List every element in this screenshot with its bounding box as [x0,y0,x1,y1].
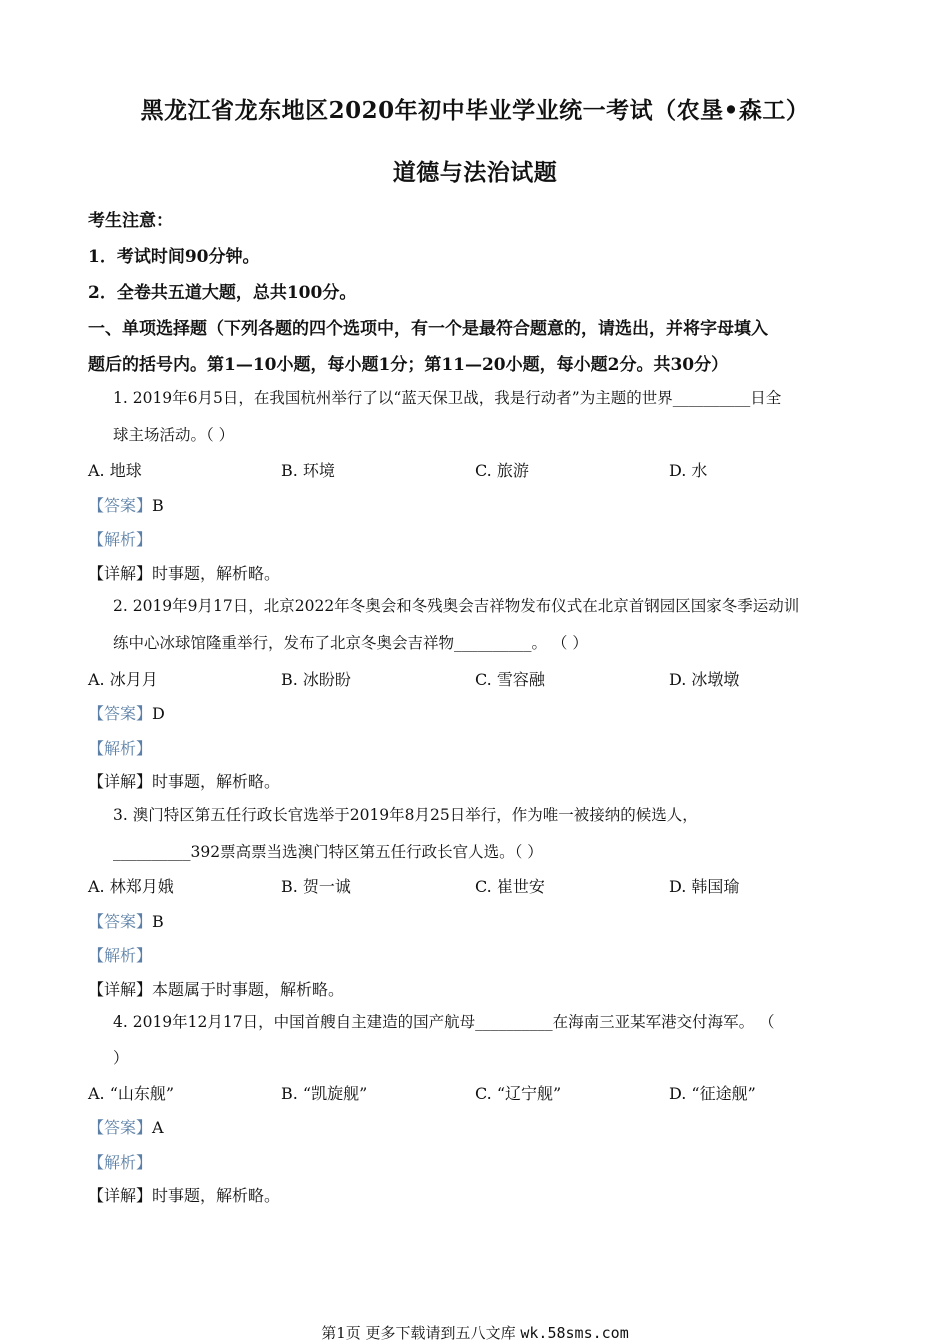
detail-text: 本题属于时事题，解析略。 [152,980,345,999]
question-2-analysis-tag: 【解析】 [88,739,153,758]
detail-tag: 【详解】 [88,980,153,999]
question-4-option-a: A. “山东舰” [88,1084,175,1103]
question-4-option-b: B. “凯旋舰” [281,1084,368,1103]
question-1-answer [88,493,164,516]
question-2-detail [88,769,280,792]
question-4-line-2: ） [113,1049,129,1067]
question-1-option-b: B. 环境 [281,461,335,480]
section-instructions-line-1: 一、单项选择题（下列各题的四个选项中，有一个是最符合题意的，请选出，并将字母填入 [88,319,768,339]
footer-site-link[interactable]: wk.58sms.com [520,1324,629,1342]
question-1-detail [88,561,280,584]
detail-text: 时事题，解析略。 [152,772,281,791]
question-1-option-a: A. 地球 [88,461,142,480]
notice-item-2: 2．全卷共五道大题，总共100分。 [88,283,357,303]
question-2-line-1: 2. 2019年9月17日，北京2022年冬奥会和冬残奥会吉祥物发布仪式在北京首钢园区国家冬季运动训 [113,597,800,615]
footer-page-text: 第1页 更多下载请到五八文库 [321,1324,516,1342]
answer-tag: 【答案】 [88,496,153,515]
answer-tag: 【答案】 [88,1118,153,1137]
detail-text: 时事题，解析略。 [152,1186,281,1205]
question-4-detail [88,1183,280,1206]
detail-tag: 【详解】 [88,564,153,583]
answer-tag: 【答案】 [88,704,153,723]
question-4-analysis-tag: 【解析】 [88,1153,153,1172]
question-3-answer [88,909,164,932]
question-2-option-c: C. 雪容融 [475,670,545,689]
answer-value: B [152,912,164,931]
question-4-option-c: C. “辽宁舰” [475,1084,562,1103]
exam-subtitle: 道德与法治试题 [392,159,558,186]
question-2-option-d: D. 冰墩墩 [669,670,740,689]
question-1-option-d: D. 水 [669,461,708,480]
question-4-line-1: 4. 2019年12月17日，中国首艘自主建造的国产航母__________在海南三亚某军港交付海军。 （ [113,1013,775,1031]
question-3-line-2: __________392票高票当选澳门特区第五任行政长官人选。（ ） [113,843,543,861]
notice-heading: 考生注意： [88,211,173,231]
question-4-option-d: D. “征途舰” [669,1084,756,1103]
question-1-line-1: 1. 2019年6月5日，在我国杭州举行了以“蓝天保卫战，我是行动者”为主题的世界__________日全 [113,389,782,407]
question-3-line-1: 3. 澳门特区第五任行政长官选举于2019年8月25日举行，作为唯一被接纳的候选人， [113,806,698,824]
question-3-option-c: C. 崔世安 [475,877,545,896]
question-2-option-b: B. 冰盼盼 [281,670,351,689]
notice-item-1: 1．考试时间90分钟。 [88,247,260,267]
question-3-option-a: A. 林郑月娥 [88,877,174,896]
question-3-analysis-tag: 【解析】 [88,946,153,965]
detail-text: 时事题，解析略。 [152,564,281,583]
exam-title: 黑龙江省龙东地区2020年初中毕业学业统一考试（农垦•森工） [140,97,810,124]
section-instructions-line-2: 题后的括号内。第1—10小题，每小题1分；第11—20小题，每小题2分。共30分） [88,355,729,375]
question-3-detail [88,977,344,1000]
answer-tag: 【答案】 [88,912,153,931]
question-2-line-2: 练中心冰球馆隆重举行，发布了北京冬奥会吉祥物__________。 （ ） [113,634,588,652]
page-footer [0,1322,950,1343]
detail-tag: 【详解】 [88,1186,153,1205]
question-1-option-c: C. 旅游 [475,461,529,480]
question-2-answer [88,701,165,724]
answer-value: D [152,704,165,723]
question-1-analysis-tag: 【解析】 [88,530,153,549]
answer-value: B [152,496,164,515]
question-3-option-b: B. 贺一诚 [281,877,351,896]
question-2-option-a: A. 冰月月 [88,670,158,689]
detail-tag: 【详解】 [88,772,153,791]
question-3-option-d: D. 韩国瑜 [669,877,740,896]
answer-value: A [152,1118,164,1137]
question-4-answer [88,1115,164,1138]
question-1-line-2: 球主场活动。（ ） [113,426,235,444]
